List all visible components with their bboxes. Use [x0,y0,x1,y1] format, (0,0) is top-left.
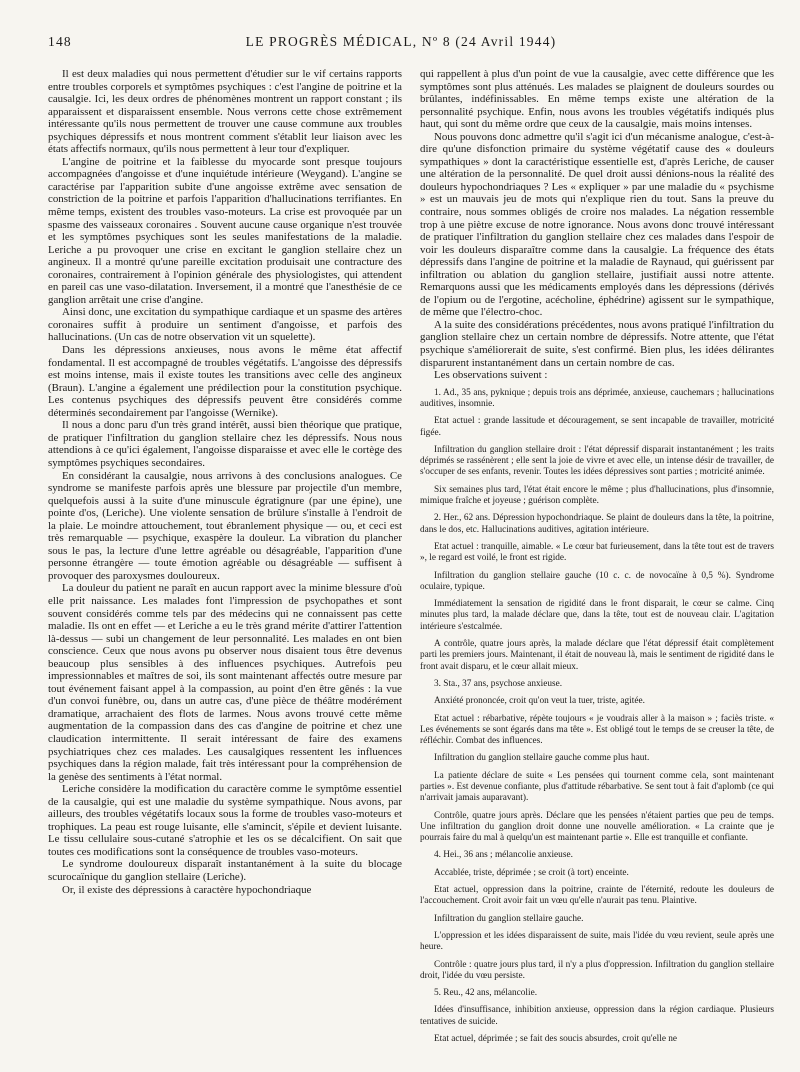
paragraph: Les observations suivent : [434,369,548,382]
paragraph: Il nous a donc paru d'un très grand intérêt, aussi bien théorique que pratique, de pratiquer l'infiltration du ganglion stellaire chez les dépressifs. Nous nous attendions à ce qu'ici également, l'angoisse disparaisse et avec elle le cortège des symptômes psychiques secondaires. [48,419,402,469]
observation-line: Anxiété prononcée, croit qu'on veut la tuer, triste, agitée. [434,696,645,707]
paragraph: Or, il existe des dépressions à caractère hypochondriaque [62,883,312,896]
paragraph: qui rappellent à plus d'un point de vue la causalgie, avec cette différence que les symptômes sont plus atténués. Les malades se plaignent de douleurs sourdes ou brûlantes, indéfinissables. En même temps existe une altération de la personnalité psychique. Enfin, nous avons les troubles végétatifs indiqués plus haut, qui sont du même ordre que ceux de la causalgie, mais moins intenses. [420,68,774,131]
observation-lead: 2. Her., 62 ans. Dépression hypochondriaque. Se plaint de douleurs dans la tête, la poitrine, dans le dos, etc. Hallucinations auditives, agitation intérieure. [420,513,774,535]
observation-lead: 4. Hei., 36 ans ; mélancolie anxieuse. [434,850,573,861]
observation-3 [420,679,774,845]
left-column [48,68,402,1058]
observation-line: Infiltration du ganglion stellaire gauche comme plus haut. [434,753,650,764]
running-title: LE PROGRÈS MÉDICAL, Nº 8 (24 Avril 1944) [245,34,557,49]
page-header [48,34,754,52]
observation-lead: 5. Reu., 42 ans, mélancolie. [434,988,538,999]
observation-2 [420,513,774,673]
observation-line: Idées d'insuffisance, inhibition anxieuse, oppression dans la région cardiaque. Plusieurs tentatives de suicide. [420,1005,774,1027]
paragraph: Il est deux maladies qui nous permettent d'étudier sur le vif certains rapports entre troubles corporels et symptômes psychiques : c'est l'angine de poitrine et la causalgie. Ici, les deux ordres de phénomènes montrent un rapport constant ; ils apparaissent et disparaissent ensemble. Nous verrons cette chose extrêmement intéressante qu'ils nous permettent de trouver une cause commune aux troubles psychiques dépressifs et nous montrent comment s'établit leur liaison avec les états affectifs normaux, qu'ils nous permettent à leur tour d'expliquer. [48,68,402,156]
observation-line: L'oppression et les idées disparaissent de suite, mais l'idée du vœu revient, seule après une heure. [420,930,774,953]
observation-line: Six semaines plus tard, l'état était encore le même ; plus d'hallucinations, plus d'insomnie, mimique fraîche et joyeuse ; guérison complète. [420,484,774,507]
paragraph: Dans les dépressions anxieuses, nous avons le même état affectif fondamental. Il est accompagné de troubles végétatifs. L'angoisse des dépressifs est moins intense, mais il existe toutes les transitions avec celle des angineux (Braun). L'angine a également une prédilection pour la constitution psychique. Les contenus psychiques des dépressifs peuvent être considérés comme déterminés secondairement par l'angoisse (Wernike). [48,344,402,419]
observation-line: Etat actuel, oppression dans la poitrine, crainte de l'éternité, redoute les douleurs de l'accouchement. Croit avoir fait un vœu qu'elle n'aurait pas tenu. Plaintive. [420,885,774,907]
paragraph: En considérant la causalgie, nous arrivons à des conclusions analogues. Ce syndrome se manifeste parfois après une blessure par projectile d'un membre, quelquefois aussi à la suite d'une minuscule égratignure (par une épine), une pointe d'os, (Leriche). Une violente sensation de brûlure s'installe à l'endroit de la plaie. Le moindre attouchement, tout ébranlement physique — ou, et ceci est très remarquable — psychique, exaspère la douleur. La vibration du plancher sous le pas, la lecture d'une lettre agréable ou désagréable, l'apparition d'une personne étrangère — toute émotion agréable ou désagréable — suffisent à provoquer des paroxysmes douloureux. [48,469,402,582]
page-number: 148 [48,34,72,49]
observation-line: Infiltration du ganglion stellaire gauche. [434,913,584,924]
observation-line: Immédiatement la sensation de rigidité dans le front disparait, le cœur se calme. Cinq minutes plus tard, la malade déclare que, dans la tête, tout est de nouveau clair. L'agitation intérieure s'estcalmée. [420,599,774,632]
observation-line: A contrôle, quatre jours après, la malade déclare que l'état dépressif était complètement parti les premiers jours. Maintenant, il était de nouveau là, mais le sentiment de rigidité dans le front avait disparu, et le cœur allait mieux. [420,639,774,672]
observation-1 [420,388,774,508]
paragraph: Le syndrome douloureux disparaît instantanément à la suite du blocage scurocaïnique du ganglion stellaire (Leriche). [48,858,402,883]
right-column [420,68,774,1063]
observation-line: Etat actuel : rébarbative, répète toujours « je voudrais aller à la maison » ; faciès triste. « Les événements se sont égarés dans ma tête ». Est obligé tout le temps de se creuser la tête, de réfléchir. Combat des influences. [420,713,774,747]
observation-line: Contrôle : quatre jours plus tard, il n'y a plus d'oppression. Infiltration du ganglion stellaire droit, l'idée du vœu persiste. [420,959,774,981]
observation-line: Etat actuel, déprimée ; se fait des soucis absurdes, croit qu'elle ne [434,1034,678,1045]
paragraph: L'angine de poitrine et la faiblesse du myocarde sont presque toujours accompagnées d'angoisse et d'une inquiétude intérieure (Weygand). L'angine se caractérise par l'apparition subite d'une angoisse extrême avec sensation de constriction de la poitrine et parfois l'apparition d'hallucinations terrifiantes. En même temps, existent des troubles vaso-moteurs. La crise est provoquée par un spasme des vaisseaux coronaires . Souvent aucune cause organique n'est trouvée et les symptômes psychiques sont les seules manifestations de la maladie. Leriche a pu provoquer une crise en excitant le ganglion stellaire chez un angineux. Il a montré qu'une pareille excitation produisait une contracture des coronaires, contrairement à l'opinion générale des physiologistes, qui attendent en pareil cas une vaso-dilatation. Inversement, il a montré que l'anesthésie de ce ganglion arrêtait une crise d'angine. [48,155,402,306]
observation-line: Contrôle, quatre jours après. Déclare que les pensées n'étaient parties que peu de temps. Une infiltration du ganglion droit donne une nouvelle amélioration. « La crainte que je pourrais faire du mal à quelqu'un est maintenant partie ». Elle est tranquille et confiante. [420,810,774,844]
paragraph: A la suite des considérations précédentes, nous avons pratiqué l'infiltration du ganglion stellaire chez un certain nombre de dépressifs. Notre attente, que l'état psychique s'améliorerait de suite, s'est confirmé. Bien plus, les idées délirantes disparurent instantanément dans un certain nombre de cas. [420,318,774,369]
observation-line: Infiltration du ganglion stellaire gauche (10 c. c. de novocaïne à 0,5 %). Syndrome oculaire, typique. [420,570,774,592]
observation-4 [420,850,774,982]
observation-5 [420,988,774,1045]
observation-line: La patiente déclare de suite « Les pensées qui tournent comme cela, sont maintenant parties ». Est devenue confiante, plus d'attitude rébarbative. Se sent tout à fait d'aplomb (ce qui n'arrivait jamais auparavant). [420,770,774,804]
observation-line: Accablée, triste, déprimée ; se croit (à tort) enceinte. [434,867,629,878]
observation-line: Etat actuel : tranquille, aimable. « Le cœur bat furieusement, dans la tête tout est de travers », le regard est voilé, le front est rigide. [420,541,774,564]
paragraph: La douleur du patient ne paraît en aucun rapport avec la minime blessure d'où elle prit naissance. Les malades font l'impression de psychopathes et sont souvent considérés comme tels par des médecins qui ne connaissent pas cette maladie. Ils ont en effet — et Leriche a eu le très grand mérite d'attirer l'attention là-dessus — subi un changement de leur personnalité. Les malades en ont bien conscience. Ceux que nous avons pu observer nous disaient tous être devenus beaucoup plus sensibles à des influences psychiques. Autrefois peu impressionnables et maîtres de soi, ils sont maintenant affectés outre mesure par tout événement faisant appel à la compassion, au point d'en être gênés : la vue d'un convoi funèbre, ou, dans un autre cas, d'une pièce de théâtre modérément dramatique, arrachaient des flots de larmes. Nous avons trouvé cette même augmentation de la compassion dans des cas d'angine de poitrine et chez une claudication intermittente. Il serait intéressant de faire des examens psychiatriques chez ces malades. Les causalgiques ressentent les influences psychiques dans la région malade, fait très intéressant pour la compréhension de la genèse des sentiments à l'état normal. [48,582,402,783]
paragraph: Leriche considère la modification du caractère comme le symptôme essentiel de la causalgie, qui est une maladie du système sympathique. Nous avons, par ailleurs, des troubles végétatifs locaux sous la forme de troubles vaso-moteurs et trophiques. La peau est rouge luisante, elle s'amincit, s'épile et devient luisante. Le tissu cellulaire sous-cutané s'atrophie et les os se décalcifient. On sait que toutes ces modifications sont la conséquence de troubles vaso-moteurs. [48,783,402,858]
observation-lead: 1. Ad., 35 ans, pyknique ; depuis trois ans déprimée, anxieuse, cauchemars ; hallucinations auditives, insomnie. [420,387,774,409]
paragraph: Ainsi donc, une excitation du sympathique cardiaque et un spasme des artères coronaires suffit à produire un sentiment d'angoisse, et parfois des hallucinations. (Un cas de notre observation vit un squelette). [48,306,402,344]
observation-line: Etat actuel : grande lassitude et découragement, se sent incapable de travailler, motricité figée. [420,416,774,438]
observation-lead: 3. Sta., 37 ans, psychose anxieuse. [434,678,563,689]
observation-line: Infiltration du ganglion stellaire droit : l'état dépressif disparait instantanément ; les traits déprimés se rassénèrent ; elle sent la joie de vivre et avec elle, un intense désir de travailler, de s'occuper de ses enfants, revenir. Toutes les idées dépressives sont parties ; motricité animée. [420,444,774,478]
paragraph: Nous pouvons donc admettre qu'il s'agit ici d'un mécanisme analogue, c'est-à-dire qu'une disfonction primaire du système végétatif cause des « douleurs sympathiques » dont la caractéristique essentielle est, d'après Leriche, de causer une altération de la personnalité. De quel droit aussi dénions-nous la réalité des douleurs hypochondriaques ? Les « expliquer » par une maladie du « psychisme » est un mauvais jeu de mots qui n'explique rien du tout. Sans la preuve du contraire, nous sommes obligés de croire nos malades. La négation ressemble trop à une piètre excuse de notre ignorance. Nous avons donc trouvé intéressant de pratiquer l'infiltration du ganglion stellaire chez ces malades dans l'espoir de voir les douleurs disparaître comme dans la causalgie. La fréquence des états dépressifs dans l'angine de poitrine et la maladie de Raynaud, qui guérissent par infiltration ou ablation du ganglion stellaire, justifiait aussi notre attente. Remarquons aussi que les médicaments employés dans les dépressions (dérivés de l'opium ou de l'ergotine, acécholine, éphédrine) agissent sur le sympathique, de même que l'électro-choc. [420,130,774,319]
